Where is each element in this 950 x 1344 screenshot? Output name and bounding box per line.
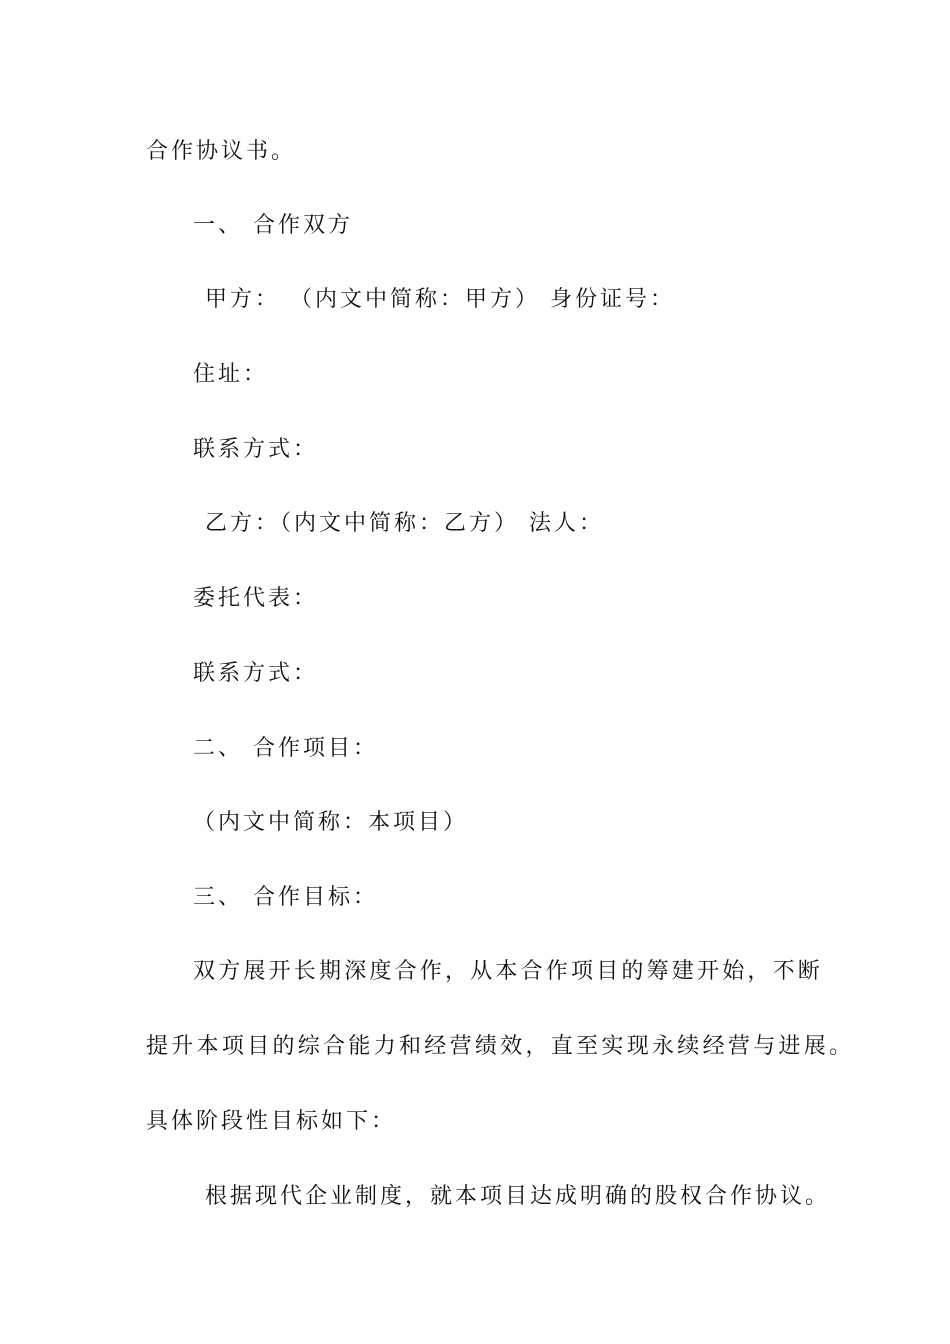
party-a-line: 甲方： （内文中简称：甲方） 身份证号： bbox=[205, 287, 675, 312]
section-heading-project: 二、 合作项目： bbox=[193, 736, 378, 761]
party-b-line: 乙方：（内文中简称：乙方） 法人： bbox=[205, 511, 604, 536]
section-heading-goals: 三、 合作目标： bbox=[193, 885, 378, 910]
party-a-contact-line: 联系方式： bbox=[193, 437, 319, 462]
section-heading-parties: 一、 合作双方 bbox=[193, 213, 353, 238]
document-title-line: 合作协议书。 bbox=[146, 139, 297, 164]
party-b-representative-line: 委托代表： bbox=[193, 586, 319, 611]
goals-paragraph-line-3: 具体阶段性目标如下： bbox=[146, 1109, 397, 1134]
goals-paragraph-line-1: 双方展开长期深度合作，从本合作项目的筹建开始，不断 bbox=[193, 959, 824, 984]
goal-item-line: 根据现代企业制度，就本项目达成明确的股权合作协议。 bbox=[205, 1184, 831, 1209]
project-abbreviation-line: （内文中简称：本项目） bbox=[193, 810, 469, 835]
goals-paragraph-line-2: 提升本项目的综合能力和经营绩效，直至实现永续经营与进展。 bbox=[146, 1034, 855, 1059]
party-a-address-line: 住址： bbox=[193, 362, 269, 387]
party-b-contact-line: 联系方式： bbox=[193, 661, 319, 686]
